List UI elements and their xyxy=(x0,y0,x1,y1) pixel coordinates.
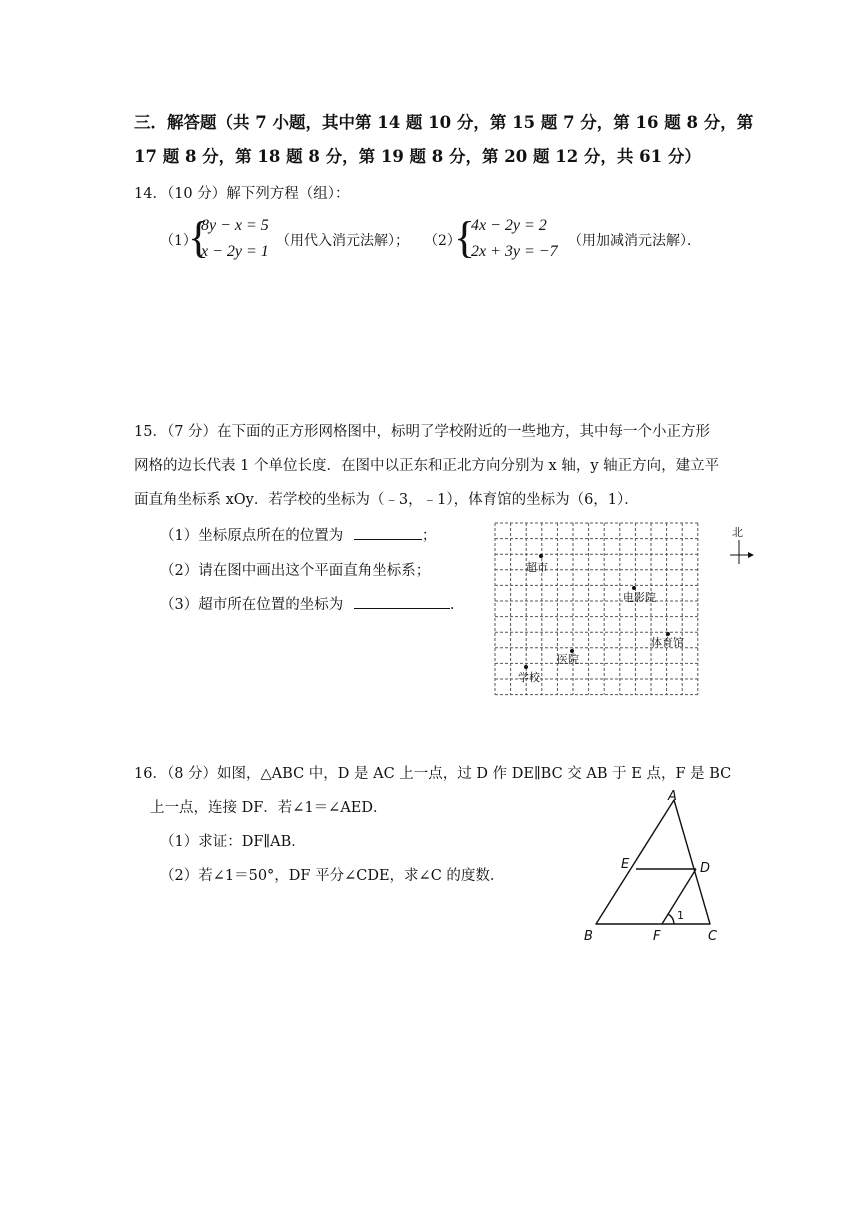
triangle-abc xyxy=(596,800,710,924)
label-d: D xyxy=(700,861,711,876)
q15-sub3-blank[interactable] xyxy=(354,594,450,609)
q14-part2-brace: { xyxy=(454,213,476,262)
q14-part1-brace: { xyxy=(188,213,210,262)
q14-part2-eq1: 4x − 2y = 2 xyxy=(471,217,547,234)
q15-sub2: （2）请在图中画出这个平面直角坐标系； xyxy=(160,563,431,579)
q16-sub1: （1）求证：DF∥AB． xyxy=(160,834,306,850)
cinema-label: 电影院 xyxy=(623,591,656,604)
hospital-label: 医院 xyxy=(557,653,579,666)
gym-label: 体育馆 xyxy=(651,636,684,649)
q14-stem: 14．（10 分）解下列方程（组）： xyxy=(134,186,350,202)
q15-sub3 xyxy=(160,593,454,614)
q14-part1-eq2: x − 2y = 1 xyxy=(201,243,269,260)
q15-sub3-end: . xyxy=(449,597,455,613)
section-title-line2: 17 题 8 分，第 18 题 8 分，第 19 题 8 分，第 20 题 12 分，共 61 分） xyxy=(134,147,701,166)
school-label: 学校 xyxy=(518,671,540,684)
supermarket-dot xyxy=(539,554,543,558)
q16-line1: 16．（8 分）如图，△ABC 中，D 是 AC 上一点，过 D 作 DE∥BC 交 AB 于 E 点，F 是 BC xyxy=(134,766,732,782)
school-dot xyxy=(524,665,528,669)
label-b: B xyxy=(584,929,593,944)
label-f: F xyxy=(653,929,661,944)
q15-sub1-text: （1）坐标原点所在的位置为 xyxy=(160,528,344,544)
supermarket-label: 超市 xyxy=(526,561,548,574)
q14-part1-label: （1） xyxy=(160,233,197,249)
q16-triangle-figure xyxy=(580,790,730,950)
grid-places xyxy=(518,554,684,684)
q15-sub3-text: （3）超市所在位置的坐标为 xyxy=(160,597,344,613)
q14-part2-eq2: 2x + 3y = −7 xyxy=(471,243,558,260)
q14-part1-method: （用代入消元法解）； xyxy=(276,233,409,249)
compass-north-label: 北 xyxy=(732,526,743,539)
label-a: A xyxy=(668,790,677,804)
q15-grid-map xyxy=(490,518,706,702)
label-e: E xyxy=(621,857,630,872)
angle-1-arc xyxy=(668,914,674,924)
q14-part2-method: （用加减消元法解）． xyxy=(568,233,701,249)
q14-equations xyxy=(160,212,720,268)
q15-sub1-end: ； xyxy=(421,528,437,544)
section-title-line1: 三．解答题（共 7 小题，其中第 14 题 10 分，第 15 题 7 分，第 16 题 8 分，第 xyxy=(134,113,754,132)
q16-sub2: （2）若∠1＝50°，DF 平分∠CDE，求∠C 的度数． xyxy=(160,868,505,884)
q15-line2: 网格的边长代表 1 个单位长度．在图中以正东和正北方向分别为 x 轴，y 轴正方向，建立平 xyxy=(134,458,720,474)
compass-icon xyxy=(724,524,760,568)
q15-sub1-blank[interactable] xyxy=(354,525,422,540)
q15-sub1 xyxy=(160,524,436,545)
label-c: C xyxy=(708,929,718,944)
q14-part1-eq1: 8y − x = 5 xyxy=(201,217,269,234)
q14-part2-label: （2） xyxy=(424,233,461,249)
label-angle-1: 1 xyxy=(677,909,684,922)
cinema-dot xyxy=(632,586,636,590)
q15-line1: 15．（7 分）在下面的正方形网格图中，标明了学校附近的一些地方，其中每一个小正方形 xyxy=(134,424,711,440)
q15-line3: 面直角坐标系 xOy．若学校的坐标为（﹣3，﹣1），体育馆的坐标为（6，1）． xyxy=(134,492,639,508)
q16-line2: 上一点，连接 DF．若∠1＝∠AED． xyxy=(150,800,388,816)
